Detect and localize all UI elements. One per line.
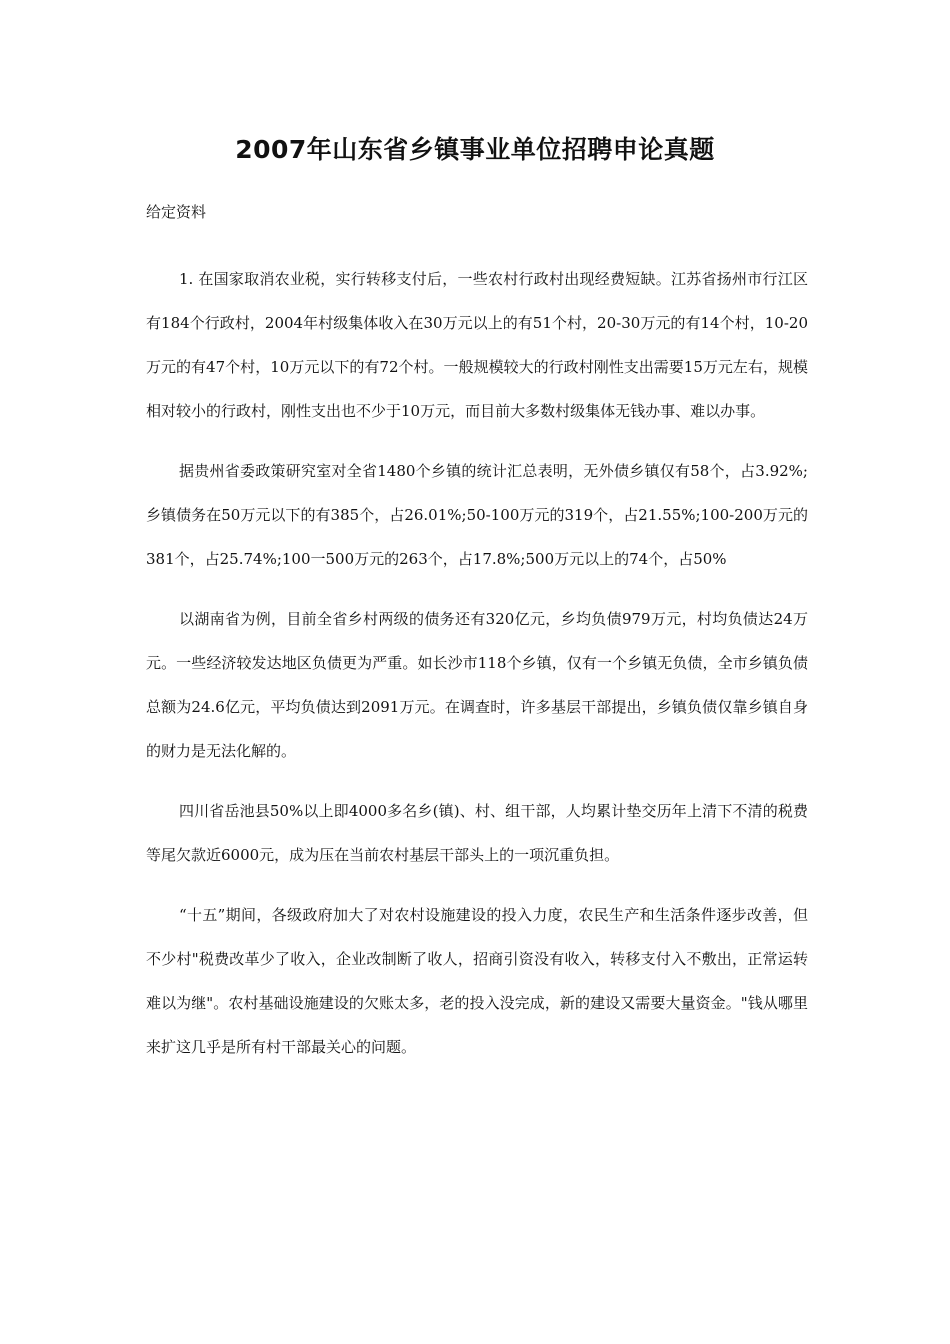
document-title: 2007年山东省乡镇事业单位招聘申论真题: [235, 135, 715, 164]
paragraph-5: “十五”期间，各级政府加大了对农村设施建设的投入力度，农民生产和生活条件逐步改善，但不少村"税费改革少了收入，企业改制断了收人，招商引资没有收入，转移支付入不敷出，正常运转难以为继"。农村基础设施建设的欠账太多，老的投入没完成，新的建设又需要大量资金。"钱从哪里来扩这几乎是所有村干部最关心的问题。: [146, 906, 808, 1056]
paragraph-2: 据贵州省委政策研究室对全省1480个乡镇的统计汇总表明，无外债乡镇仅有58个，占3.92%;乡镇债务在50万元以下的有385个，占26.01%;50-100万元的319个，占21.55%;100-200万元的381个，占25.74%;100一500万元的263个，占17.8%;500万元以上的74个，占50%: [146, 462, 808, 568]
document-body: [146, 257, 808, 1085]
paragraph-3: 以湖南省为例，目前全省乡村两级的债务还有320亿元，乡均负债979万元，村均负债达24万元。一些经济较发达地区负债更为严重。如长沙市118个乡镇，仅有一个乡镇无负债，全市乡镇负债总额为24.6亿元，平均负债达到2091万元。在调查时，许多基层干部提出，乡镇负债仅靠乡镇自身的财力是无法化解的。: [146, 610, 808, 760]
paragraph-4: 四川省岳池县50%以上即4000多名乡(镇)、村、组干部，人均累计垫交历年上清下不清的税费等尾欠款近6000元，成为压在当前农村基层干部头上的一项沉重负担。: [146, 802, 808, 864]
section-label: 给定资料: [146, 203, 207, 221]
paragraph-1: 1. 在国家取消农业税，实行转移支付后，一些农村行政村出现经费短缺。江苏省扬州市行江区有184个行政村，2004年村级集体收入在30万元以上的有51个村，20-30万元的有14个村，10-20万元的有47个村，10万元以下的有72个村。一般规模较大的行政村刚性支出需要15万元左右，规模相对较小的行政村，刚性支出也不少于10万元，而目前大多数村级集体无钱办事、难以办事。: [146, 270, 808, 420]
